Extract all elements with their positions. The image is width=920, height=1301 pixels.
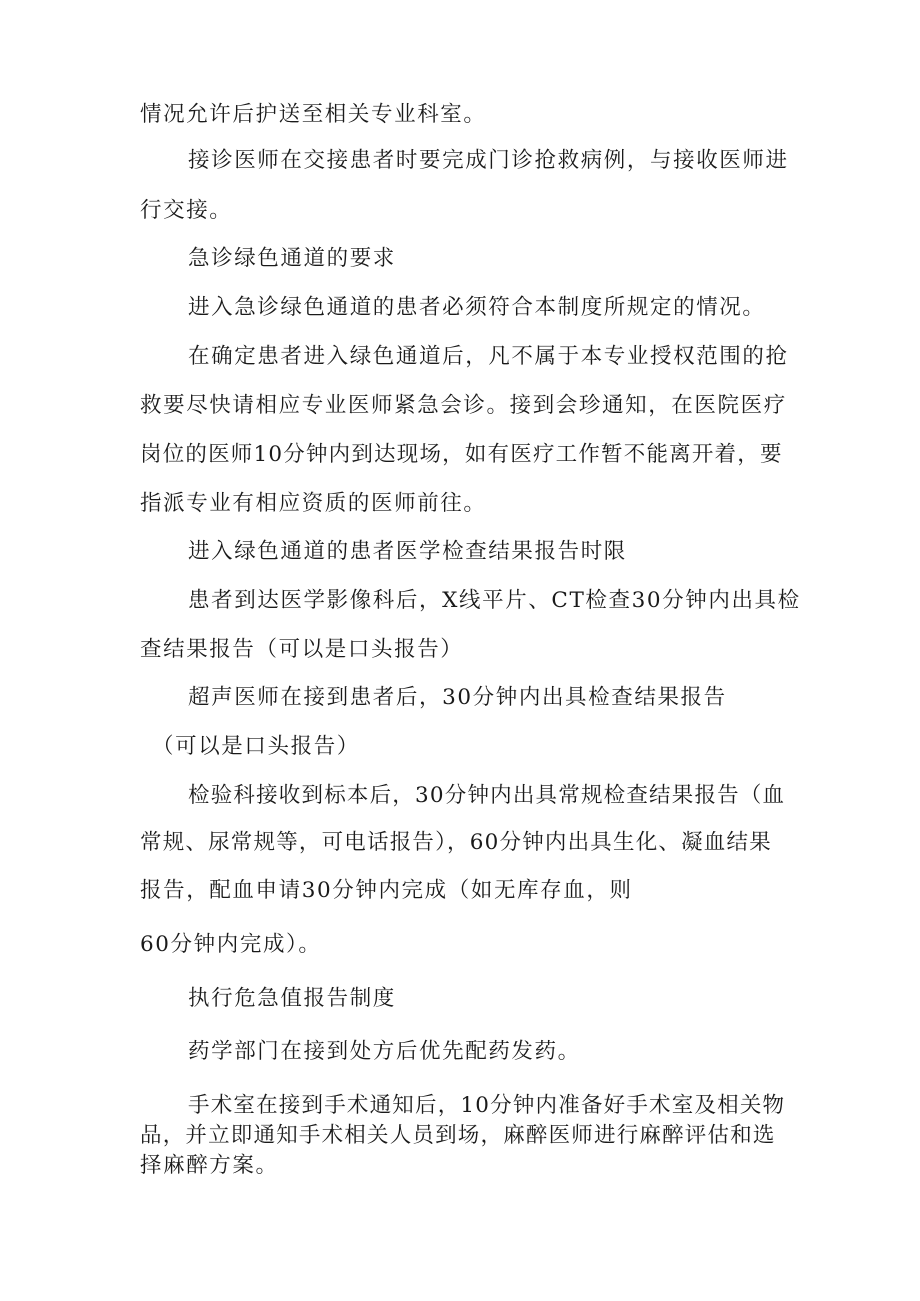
text-line: 检验科接收到标本后，30分钟内出具常规检查结果报告（血: [188, 783, 786, 808]
text-line: 情况允许后护送至相关专业科室。: [140, 102, 487, 127]
text-line: 行交接。: [140, 198, 233, 223]
text-line: 岗位的医师10分钟内到达现场，如有医疗工作暂不能离开着，要: [140, 442, 783, 467]
text-line: 手术室在接到手术通知后，10分钟内准备好手术室及相关物: [188, 1093, 786, 1118]
text-line: 品，并立即通知手术相关人员到场，麻醉医师进行麻醉评估和选: [140, 1123, 776, 1148]
text-line: （可以是口头报告）: [152, 734, 360, 759]
text-line: 指派专业有相应资质的医师前往。: [140, 491, 487, 516]
section-heading: 进入绿色通道的患者医学检查结果报告时限: [188, 539, 627, 564]
section-heading: 急诊绿色通道的要求: [188, 246, 396, 271]
text-line: 查结果报告（可以是口头报告）: [140, 637, 464, 662]
section-heading: 执行危急值报告制度: [188, 986, 396, 1011]
text-line: 患者到达医学影像科后，X线平片、CT检查30分钟内出具检: [188, 588, 801, 613]
text-line: 择麻醉方案。: [140, 1153, 279, 1178]
text-line: 60分钟内完成）。: [140, 932, 322, 957]
text-line: 超声医师在接到患者后，30分钟内出具检查结果报告: [188, 685, 727, 710]
text-line: 进入急诊绿色通道的患者必须符合本制度所规定的情况。: [188, 295, 766, 320]
text-line: 救要尽快请相应专业医师紧急会诊。接到会珍通知，在医院医疗: [140, 393, 787, 418]
text-line: 常规、尿常规等，可电话报告），60分钟内出具生化、凝血结果: [140, 830, 772, 855]
text-line: 在确定患者进入绿色通道后，凡不属于本专业授权范围的抢: [188, 344, 789, 369]
text-line: 报告，配血申请30分钟内完成（如无库存血，则: [140, 878, 633, 903]
text-line: 接诊医师在交接患者时要完成门诊抢救病例，与接收医师进: [188, 148, 789, 173]
text-line: 药学部门在接到处方后优先配药发药。: [188, 1039, 581, 1064]
